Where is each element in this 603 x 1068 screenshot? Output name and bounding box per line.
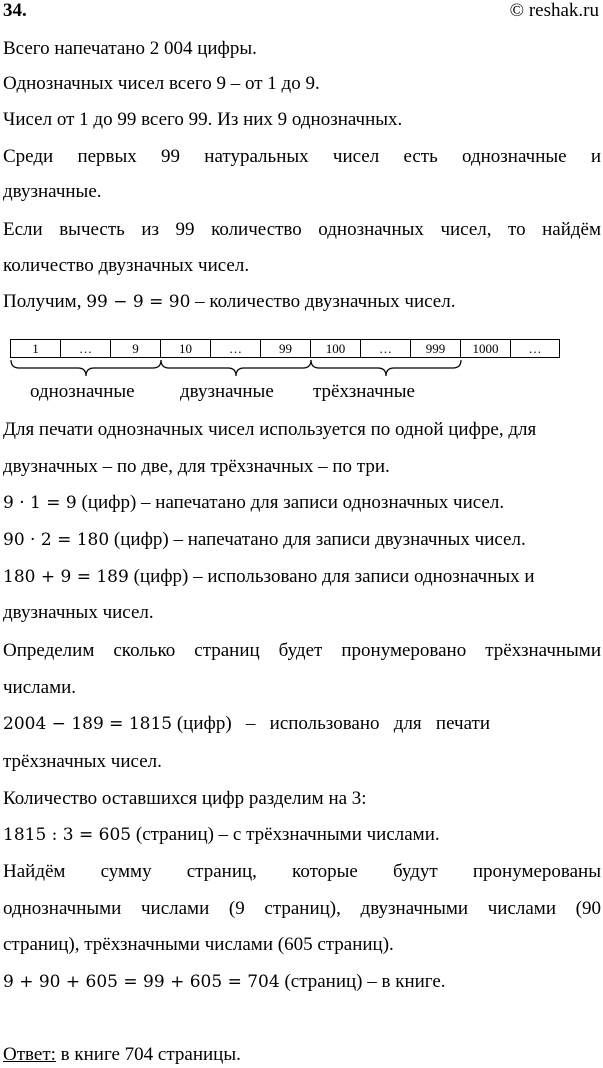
- group-label: трёхзначные: [313, 381, 415, 402]
- text-line: Чисел от 1 до 99 всего 99. Из них 9 однозначных.: [3, 109, 403, 130]
- equation-line: [3, 565, 601, 589]
- text-line: однозначными числами (9 страниц), двузначными числами (90: [3, 898, 601, 919]
- strip-cell: …: [211, 340, 261, 357]
- math-expression: 2004 − 189 = 1815: [3, 714, 173, 734]
- text-line: Для печати однозначных чисел используется по одной цифре, для: [3, 419, 537, 440]
- equation-line: [3, 491, 601, 515]
- math-expression: 1815 : 3 = 605: [3, 825, 132, 845]
- equation-line: [3, 970, 601, 994]
- text-line: Найдём сумму страниц, которые будут пронумерованы: [3, 861, 601, 882]
- strip-cell: 1: [11, 340, 61, 357]
- text-line: числами.: [3, 677, 77, 698]
- strip-cell: 100: [311, 340, 361, 357]
- strip-cell: …: [528, 341, 542, 356]
- text-line: Среди первых 99 натуральных чисел есть однозначные и: [3, 146, 601, 167]
- text-line: Однозначных чисел всего 9 – от 1 до 9.: [3, 73, 320, 94]
- equation-line: [3, 290, 601, 314]
- text-line: двузначные.: [3, 181, 102, 202]
- brace-three-digit: [311, 360, 461, 376]
- text-line: двузначных чисел.: [3, 602, 154, 623]
- text-line: Количество оставшихся цифр разделим на 3:: [3, 788, 367, 809]
- equation-line: [3, 712, 601, 736]
- site-watermark: © reshak.ru: [509, 0, 599, 21]
- strip-cell: …: [361, 340, 411, 357]
- strip-cell: 1000: [461, 340, 511, 357]
- text-line: Всего напечатано 2 004 цифры.: [3, 38, 257, 59]
- group-label: двузначные: [180, 381, 274, 402]
- text-line: страниц), трёхзначными числами (605 страниц).: [3, 934, 394, 955]
- answer-line: [3, 1043, 601, 1066]
- text-line: Если вычесть из 99 количество однозначных чисел, то найдём: [3, 219, 601, 240]
- text-fragment: (цифр) – использовано для печати: [172, 713, 491, 734]
- number-strip: [10, 339, 560, 358]
- strip-cell: 999: [411, 340, 461, 357]
- text-fragment: (цифр) – напечатано для записи двузначных чисел.: [109, 529, 526, 550]
- brace-one-digit: [11, 360, 161, 376]
- strip-cell: 9: [111, 340, 161, 357]
- math-expression: 9 + 90 + 605 = 99 + 605 = 704: [3, 972, 280, 992]
- math-expression: 99 − 9 = 90: [86, 292, 191, 312]
- text-line: Определим сколько страниц будет пронумеровано трёхзначными: [3, 640, 601, 661]
- text-line: трёхзначных чисел.: [3, 751, 162, 772]
- answer-text: в книге 704 страницы.: [55, 1044, 241, 1065]
- strip-cell: 99: [261, 340, 311, 357]
- text-fragment: (страниц) – с трёхзначными числами.: [131, 824, 440, 845]
- equation-line: [3, 528, 601, 552]
- text-line: двузначных – по две, для трёхзначных – по три.: [3, 456, 390, 477]
- math-expression: 9 · 1 = 9: [3, 493, 77, 513]
- text-fragment: – количество двузначных чисел.: [190, 291, 456, 312]
- strip-cell: …: [61, 340, 111, 357]
- math-expression: 90 · 2 = 180: [3, 530, 110, 550]
- group-label: однозначные: [30, 381, 135, 402]
- answer-label: Ответ:: [3, 1044, 56, 1065]
- text-fragment: (страниц) – в книге.: [279, 971, 446, 992]
- text-fragment: (цифр) – напечатано для записи однозначных чисел.: [76, 492, 505, 513]
- equation-line: [3, 823, 601, 847]
- math-expression: 180 + 9 = 189: [3, 567, 129, 587]
- text-fragment: (цифр) – использовано для записи однозначных и: [128, 566, 535, 587]
- text-line: количество двузначных чисел.: [3, 255, 250, 276]
- problem-number: 34.: [3, 0, 27, 21]
- brace-two-digit: [161, 360, 311, 376]
- strip-cell: 10: [161, 340, 211, 357]
- text-fragment: Получим,: [3, 291, 87, 312]
